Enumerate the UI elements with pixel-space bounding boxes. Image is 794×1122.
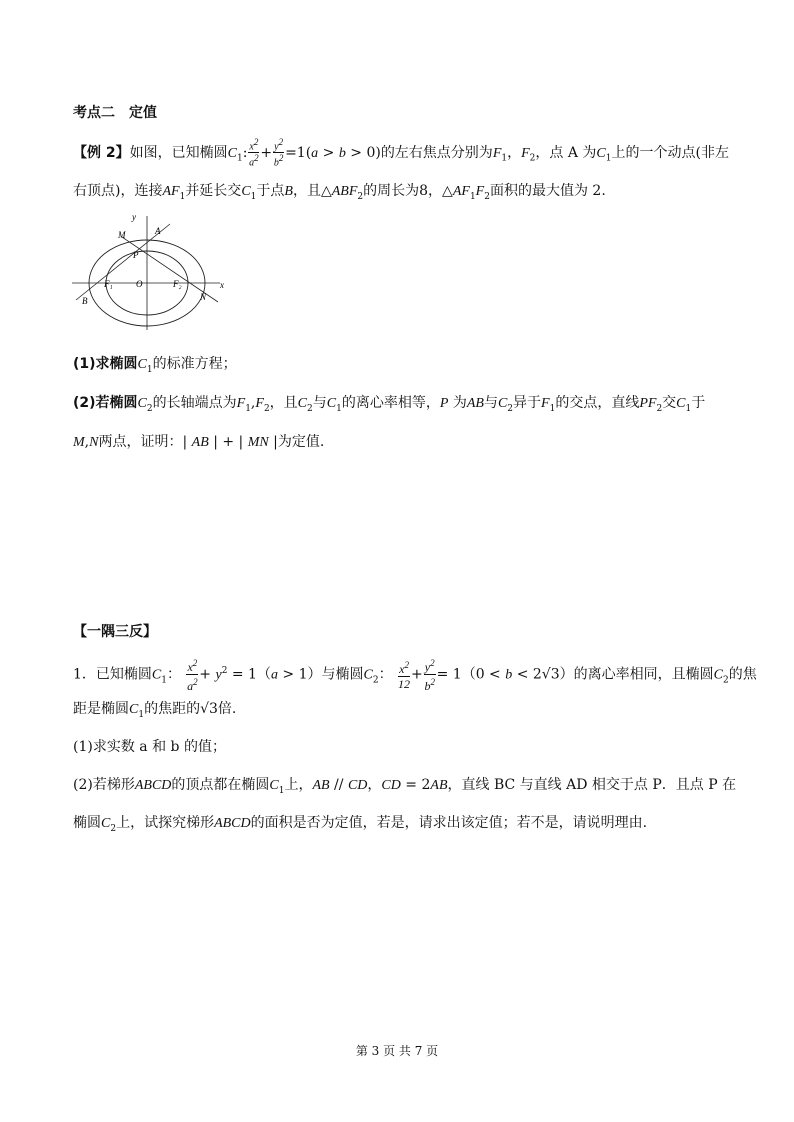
q1-part2-line2: 椭圆$C_2$上，试探究梯形ABCD的面积是否为定值，若是，请求出该定值；若不是，请说明理由. bbox=[73, 815, 648, 834]
practice-tag: 【一隅三反】 bbox=[73, 624, 157, 640]
label-x: x bbox=[220, 280, 224, 290]
q1-line2: 距是椭圆$C_1$的焦距的√3倍. bbox=[73, 701, 237, 720]
example2-part1: (1)求椭圆$C_1$的标准方程； bbox=[73, 356, 237, 375]
page-footer: 第 3 页 共 7 页 bbox=[355, 1044, 439, 1058]
label-n: N bbox=[200, 292, 207, 302]
label-p: P bbox=[133, 250, 139, 260]
label-f1: F₁ bbox=[104, 279, 113, 289]
q1-part2-line1: (2)若梯形ABCD的顶点都在椭圆$C_1$上，AB // CD，CD = 2AB，直线 BC 与直线 AD 相交于点 P．且点 P 在 bbox=[73, 777, 737, 796]
example2-line1: 【例 2】如图，已知椭圆$C_1$: $\frac{x^2}{a^2}$ + $\frac{y^2}{b^2}$ =1(a > b > 0)的左右焦点分别为$F_1$，$F_2$，点 A 为$C_1$上的一个动点(非左 bbox=[73, 137, 729, 169]
label-a: A bbox=[155, 226, 161, 236]
section-title: 考点二 定值 bbox=[73, 105, 157, 121]
label-o: O bbox=[136, 279, 143, 289]
label-m: M bbox=[118, 230, 126, 240]
label-f2: F₂ bbox=[173, 279, 182, 289]
example2-part2-line2: M,N两点，证明：| AB | + | MN |为定值. bbox=[73, 434, 325, 450]
example2-part2-line1: (2)若椭圆$C_2$的长轴端点为$F_1,F_2$，且$C_2$与$C_1$的离心率相等，P 为AB与$C_2$异于$F_1$的交点，直线$PF_2$交$C_1$于 bbox=[73, 395, 706, 414]
q1-line1: 1．已知椭圆$C_1$： $\frac{x^2}{a^2}$ + $y^2 = 1(a > 1)$与椭圆$C_2$： $\frac{x^2}{12}$ + $\frac{y^2}{b^2}$ = 1（0 < b < 2√3）的离心率相同，且椭圆$C_2$的焦 bbox=[73, 658, 757, 693]
example2-tag: 【例 2】 bbox=[73, 144, 130, 161]
label-y: y bbox=[132, 212, 136, 222]
example2-line2: 右顶点)，连接$AF_1$并延长交$C_1$于点B，且$\triangle ABF_2$的周长为8，$\triangle AF_1F_2$面积的最大值为 2. bbox=[73, 183, 606, 202]
label-b: B bbox=[82, 296, 88, 306]
q1-part1: (1)求实数 a 和 b 的值； bbox=[73, 739, 226, 755]
ellipse-figure bbox=[70, 212, 235, 334]
